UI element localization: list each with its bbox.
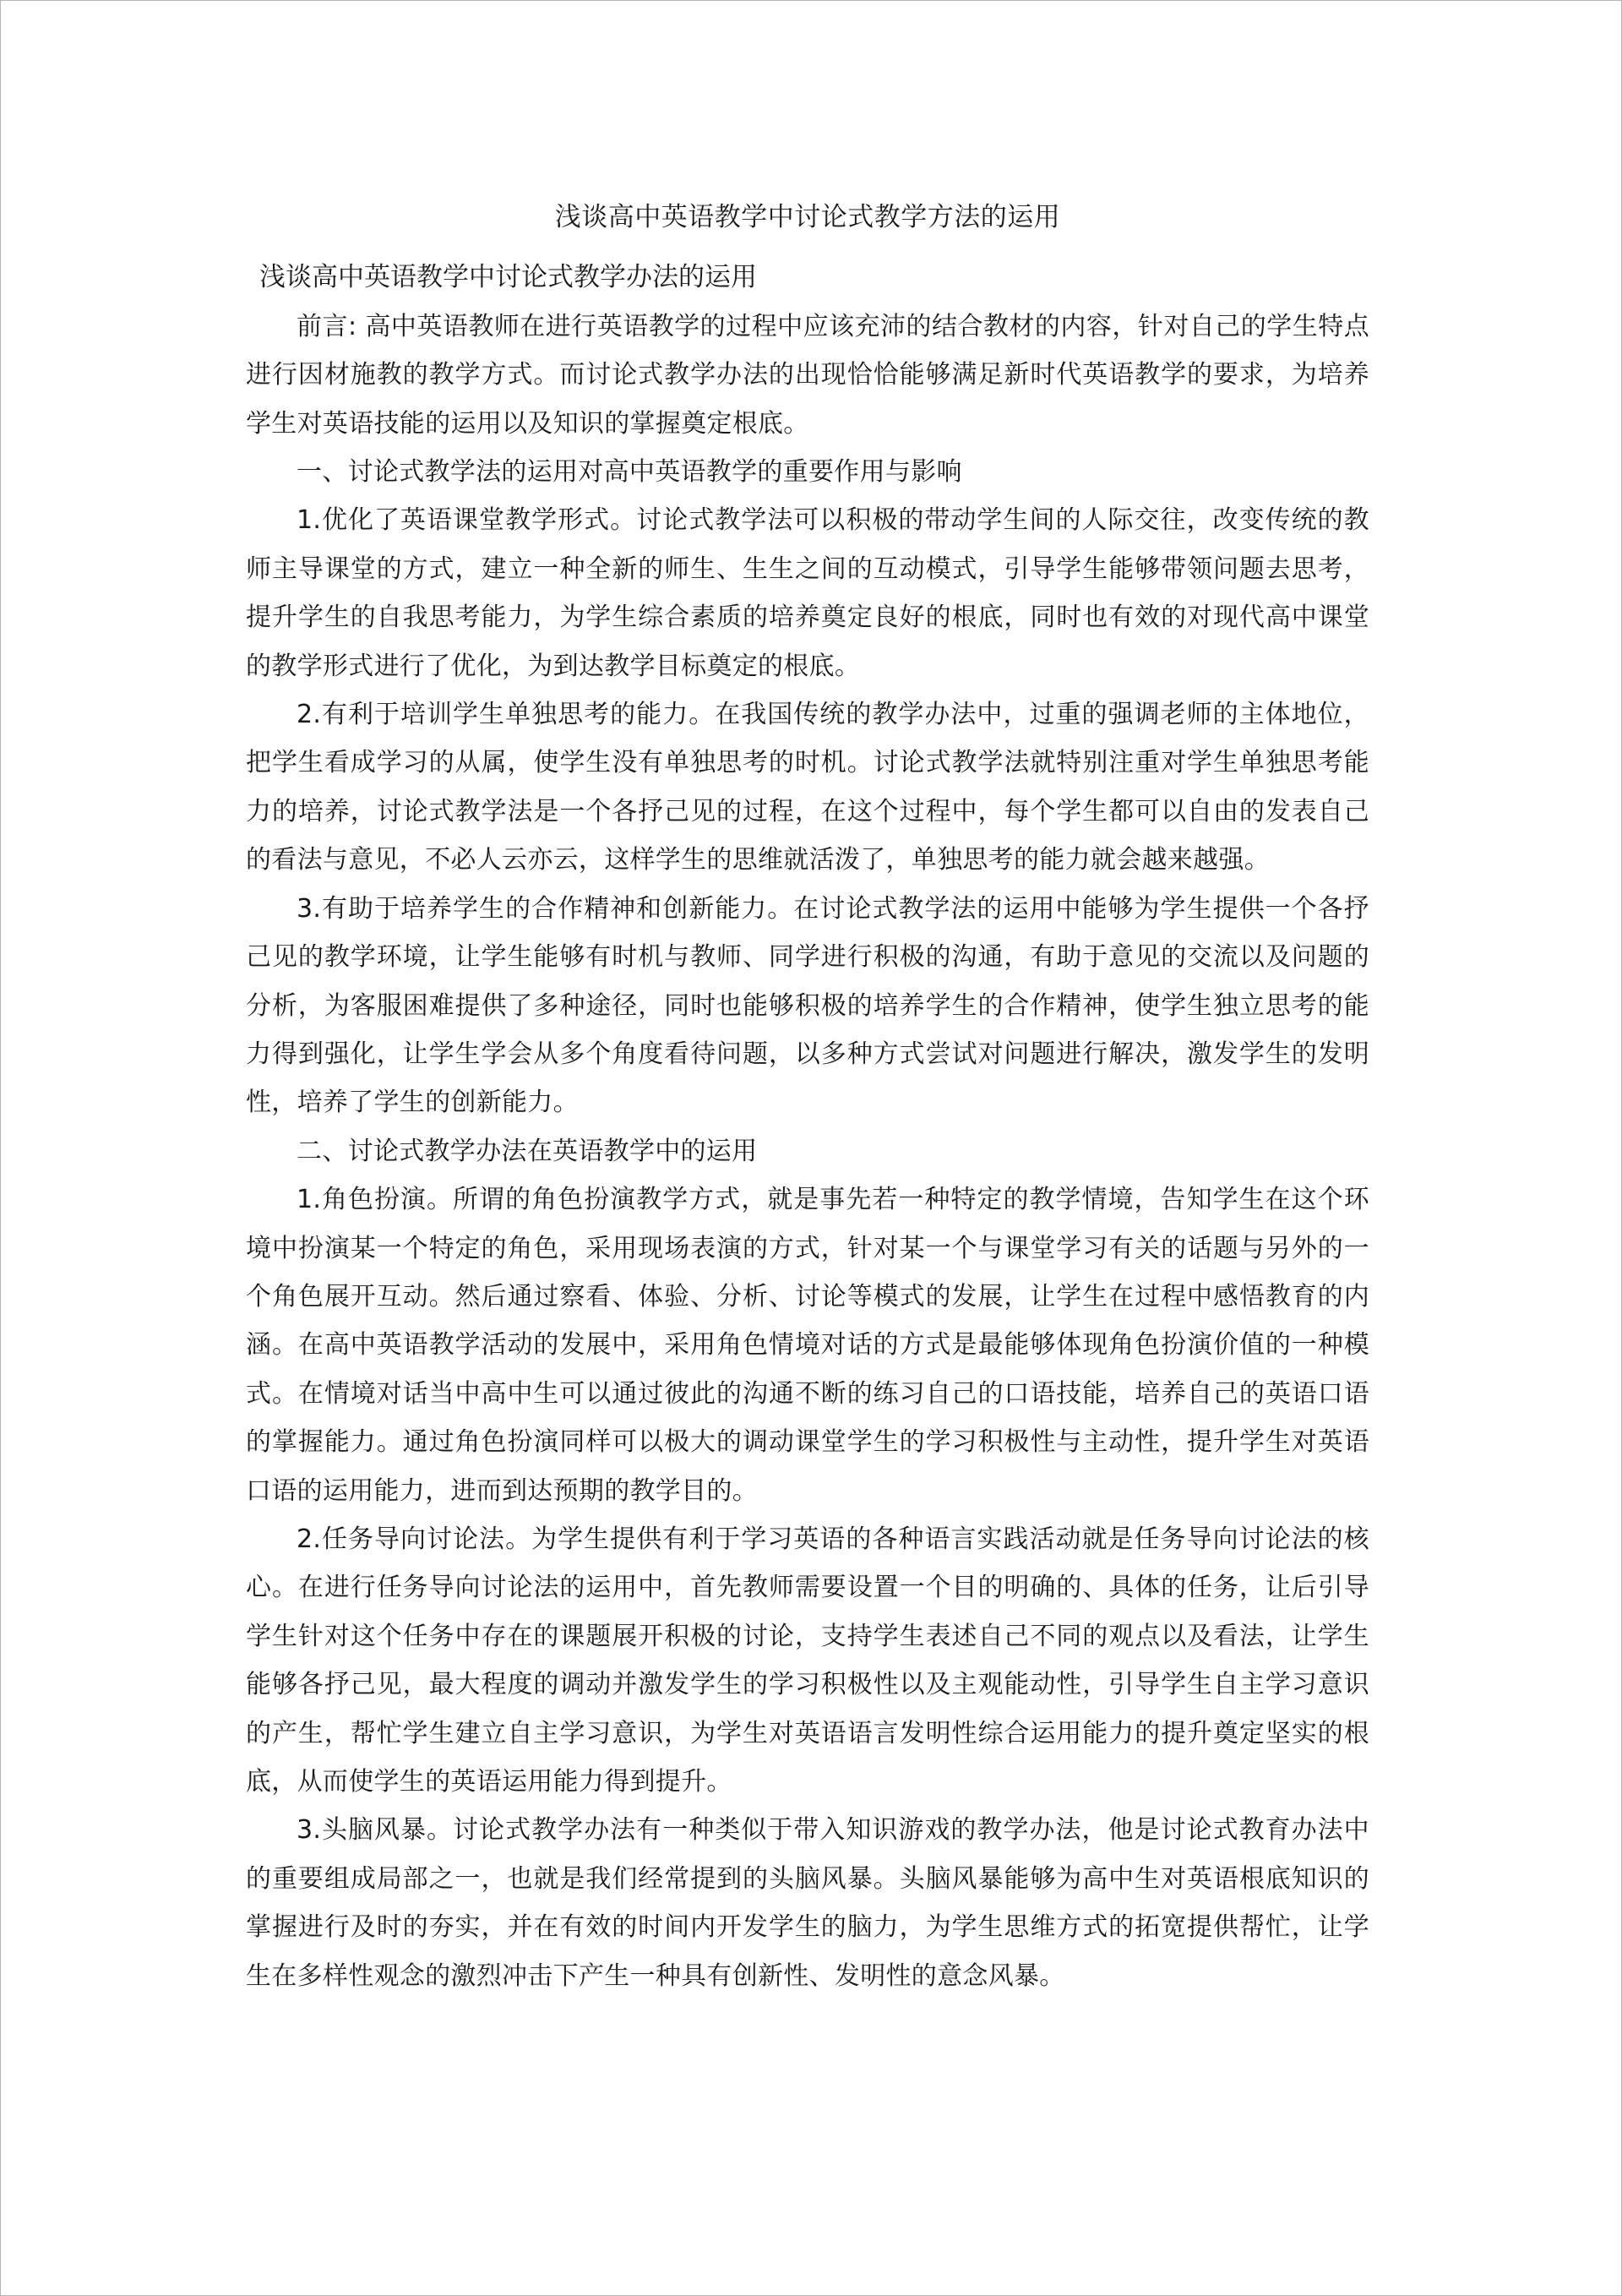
paragraph-1-2: 2.有利于培训学生单独思考的能力。在我国传统的教学办法中，过重的强调老师的主体地位，把学生看成学习的从属，使学生没有单独思考的时机。讨论式教学法就特别注重对学生单独思考能力的培养，讨论式教学法是一个各抒己见的过程，在这个过程中，每个学生都可以自由的发表自己的看法与意见，不必人云亦云，这样学生的思维就活泼了，单独思考的能力就会越来越强。: [246, 700, 1369, 875]
paragraph-2-2: 2.任务导向讨论法。为学生提供有利于学习英语的各种语言实践活动就是任务导向讨论法的核心。在进行任务导向讨论法的运用中，首先教师需要设置一个目的明确的、具体的任务，让后引导学生针对这个任务中存在的课题展开积极的讨论，支持学生表述自己不同的观点以及看法，让学生能够各抒己见，最大程度的调动并激发学生的学习积极性以及主观能动性，引导学生自主学习意识的产生，帮忙学生建立自主学习意识，为学生对英语语言发明性综合运用能力的提升奠定坚实的根底，从而使学生的英语运用能力得到提升。: [246, 1524, 1369, 1797]
page-title: 浅谈高中英语教学中讨论式教学方法的运用: [554, 202, 1061, 232]
paragraph-2-3: 3.头脑风暴。讨论式教学办法有一种类似于带入知识游戏的教学办法，他是讨论式教育办法中的重要组成局部之一，也就是我们经常提到的头脑风暴。头脑风暴能够为高中生对英语根底知识的掌握进行及时的夯实，并在有效的时间内开发学生的脑力，为学生思维方式的拓宽提供帮忙，让学生在多样性观念的激烈冲击下产生一种具有创新性、发明性的意念风暴。: [246, 1815, 1369, 1991]
article-subtitle: 浅谈高中英语教学中讨论式教学办法的运用: [259, 262, 757, 293]
section-heading-2: 二、讨论式教学办法在英语教学中的运用: [297, 1136, 758, 1166]
paragraph-preface: 前言: 高中英语教师在进行英语教学的过程中应该充沛的结合教材的内容，针对自己的学生特点进行因材施教的教学方式。而讨论式教学办法的出现恰恰能够满足新时代英语教学的要求，为培养学生对英语技能的运用以及知识的掌握奠定根底。: [246, 311, 1369, 439]
paragraph-1-3: 3.有助于培养学生的合作精神和创新能力。在讨论式教学法的运用中能够为学生提供一个各抒己见的教学环境，让学生能够有时机与教师、同学进行积极的沟通，有助于意见的交流以及问题的分析，为客服困难提供了多种途径，同时也能够积极的培养学生的合作精神，使学生独立思考的能力得到强化，让学生学会从多个角度看待问题，以多种方式尝试对问题进行解决，激发学生的发明性，培养了学生的创新能力。: [246, 893, 1369, 1118]
paragraph-2-1: 1.角色扮演。所谓的角色扮演教学方式，就是事先若一种特定的教学情境，告知学生在这个环境中扮演某一个特定的角色，采用现场表演的方式，针对某一个与课堂学习有关的话题与另外的一个角色展开互动。然后通过察看、体验、分析、讨论等模式的发展，让学生在过程中感悟教育的内涵。在高中英语教学活动的发展中，采用角色情境对话的方式是最能够体现角色扮演价值的一种模式。在情境对话当中高中生可以通过彼此的沟通不断的练习自己的口语技能，培养自己的英语口语的掌握能力。通过角色扮演同样可以极大的调动课堂学生的学习积极性与主动性，提升学生对英语口语的运用能力，进而到达预期的教学目的。: [246, 1185, 1369, 1506]
section-heading-1: 一、讨论式教学法的运用对高中英语教学的重要作用与影响: [297, 457, 962, 488]
paragraph-1-1: 1.优化了英语课堂教学形式。讨论式教学法可以积极的带动学生间的人际交往，改变传统的教师主导课堂的方式，建立一种全新的师生、生生之间的互动模式，引导学生能够带领问题去思考，提升学生的自我思考能力，为学生综合素质的培养奠定良好的根底，同时也有效的对现代高中课堂的教学形式进行了优化，为到达教学目标奠定的根底。: [246, 505, 1369, 681]
document-body: [246, 194, 1369, 2000]
